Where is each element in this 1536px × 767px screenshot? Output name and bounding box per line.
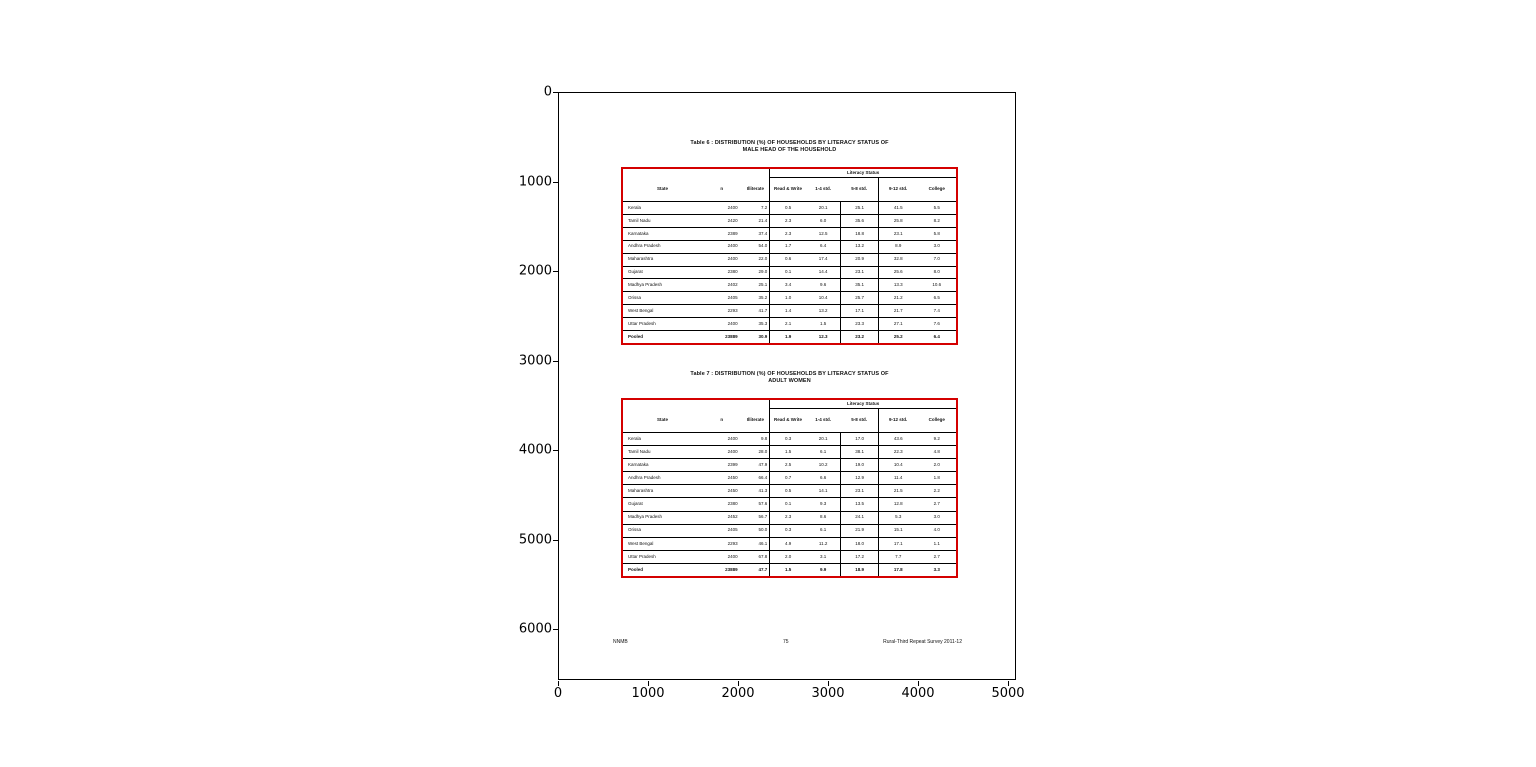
cell: 6.1 (819, 527, 827, 533)
cell: 18.8 (840, 228, 878, 240)
table-row (623, 564, 956, 576)
cell: 6.6 (819, 475, 827, 481)
cell: 7.7 (878, 551, 918, 563)
cell: Maharashtra (628, 488, 654, 494)
cell: Gujarat (628, 501, 643, 507)
cell: 22.0 (758, 256, 768, 262)
column-header: n (720, 186, 724, 192)
cell: Gujarat (628, 269, 643, 275)
column-header: Illiterate (746, 417, 765, 423)
cell: 9.8 (761, 435, 768, 441)
cell: 2.0 (769, 551, 806, 563)
cell: 23.1 (840, 267, 878, 279)
cell: 12.9 (840, 472, 878, 484)
cell: 5.3 (878, 512, 918, 524)
group-header-row (623, 400, 956, 409)
cell: 17.1 (840, 305, 878, 317)
cell: 28.0 (758, 448, 768, 454)
column-header: 5-8 std. (851, 417, 868, 423)
column-header: 1-4 std. (815, 417, 831, 423)
x-tick-mark (1008, 681, 1009, 686)
cell: 12.8 (878, 498, 918, 510)
table6-title (621, 140, 958, 154)
cell: 18.0 (840, 538, 878, 550)
table-row (623, 267, 956, 280)
cell: 2.0 (933, 461, 940, 467)
x-tick-mark (648, 681, 649, 686)
y-tick-label: 2000 (518, 263, 552, 279)
cell: 10.6 (932, 282, 942, 288)
cell: 0.6 (769, 254, 806, 266)
cell: Pooled (628, 566, 644, 572)
cell: 7.0 (933, 256, 940, 262)
cell: 9.3 (819, 501, 827, 507)
x-tick-mark (918, 681, 919, 686)
plot-area (558, 92, 1016, 680)
table-row (623, 318, 956, 331)
group-header-label: Literacy Status (769, 400, 956, 409)
table-row (623, 241, 956, 254)
x-tick-mark (828, 681, 829, 686)
cell: 25.6 (878, 267, 918, 279)
table7-title-line1: Table 7 : DISTRIBUTION (%) OF HOUSEHOLDS BY LITERACY STATUS OF (690, 371, 889, 377)
cell: 0.1 (769, 267, 806, 279)
cell: 54.0 (758, 243, 768, 249)
cell: 2293 (727, 540, 738, 546)
cell: 25.2 (878, 331, 918, 343)
cell: 2.1 (769, 318, 806, 330)
cell: 22.3 (878, 446, 918, 458)
y-tick-mark (553, 361, 558, 362)
cell: Pooled (628, 333, 644, 339)
cell: 13.2 (818, 307, 828, 313)
cell: Karnataka (628, 230, 649, 236)
cell: 1.5 (819, 320, 827, 326)
y-tick-mark (553, 450, 558, 451)
cell: 21.4 (758, 217, 768, 223)
table7-title-line2: ADULT WOMEN (768, 378, 811, 384)
cell: 10.2 (818, 461, 828, 467)
cell: 0.5 (769, 485, 806, 497)
cell: 19.0 (840, 459, 878, 471)
footer-org: NNMB (613, 639, 628, 645)
cell: 2405 (727, 527, 738, 533)
cell: 7.4 (933, 307, 940, 313)
cell: 8.9 (878, 241, 918, 253)
table-row (623, 525, 956, 538)
cell: 43.6 (878, 433, 918, 445)
cell: 1.5 (769, 446, 806, 458)
cell: 1.7 (769, 241, 806, 253)
cell: 37.4 (758, 230, 768, 236)
cell: 2405 (727, 295, 738, 301)
cell: Karnataka (628, 461, 649, 467)
cell: Tamil Nadu (628, 448, 651, 454)
cell: West Bengal (628, 540, 654, 546)
cell: Madhya Pradesh (628, 514, 663, 520)
table7 (621, 398, 958, 578)
cell: Uttar Pradesh (628, 553, 656, 559)
cell: 2399 (727, 461, 738, 467)
cell: 13.3 (878, 279, 918, 291)
cell: 2400 (727, 243, 738, 249)
cell: 17.8 (878, 564, 918, 576)
cell: 21.9 (840, 525, 878, 537)
cell: 3.4 (769, 279, 806, 291)
cell: 9.2 (933, 435, 940, 441)
cell: 1.9 (769, 331, 806, 343)
cell: 35.6 (840, 215, 878, 227)
cell: 25.8 (878, 215, 918, 227)
cell: 20.9 (840, 254, 878, 266)
column-header: College (928, 417, 945, 423)
table-row (623, 292, 956, 305)
y-tick-mark (553, 540, 558, 541)
group-header-row (623, 169, 956, 178)
y-tick-mark (553, 271, 558, 272)
cell: 2.3 (769, 512, 806, 524)
cell: 11.4 (878, 472, 918, 484)
cell: 38.1 (840, 446, 878, 458)
column-header-row (623, 178, 956, 202)
group-header-spacer (623, 400, 769, 409)
cell: 0.1 (769, 498, 806, 510)
table-row (623, 202, 956, 215)
cell: 2380 (727, 269, 738, 275)
x-tick-mark (738, 681, 739, 686)
y-tick-mark (553, 92, 558, 93)
cell: 1.0 (769, 292, 806, 304)
table-row (623, 472, 956, 485)
scanned-document (559, 93, 1015, 679)
cell: Maharashtra (628, 256, 654, 262)
column-header: Illiterate (746, 186, 765, 192)
footer-page-number: 75 (783, 639, 789, 645)
cell: 2400 (727, 448, 738, 454)
cell: 12.5 (818, 230, 828, 236)
cell: 9.9 (819, 566, 827, 572)
table-row (623, 215, 956, 228)
cell: 0.3 (769, 525, 806, 537)
cell: 2420 (727, 217, 738, 223)
cell: 35.3 (758, 320, 768, 326)
cell: 2400 (727, 435, 738, 441)
x-tick-label: 0 (553, 686, 563, 701)
cell: 35.1 (840, 279, 878, 291)
cell: 11.2 (818, 540, 828, 546)
table-row (623, 551, 956, 564)
cell: 14.1 (818, 488, 828, 494)
cell: Andhra Pradesh (628, 243, 661, 249)
table6 (621, 167, 958, 345)
y-tick-mark (553, 182, 558, 183)
cell: 20.1 (818, 435, 828, 441)
cell: West Bengal (628, 307, 654, 313)
cell: 24.1 (840, 512, 878, 524)
cell: 3.3 (933, 566, 940, 572)
cell: 46.1 (758, 540, 768, 546)
cell: 27.1 (878, 318, 918, 330)
cell: 6.4 (819, 243, 827, 249)
cell: 5.8 (933, 230, 940, 236)
cell: 21.5 (878, 485, 918, 497)
cell: 21.2 (878, 292, 918, 304)
cell: Orissa (628, 527, 642, 533)
table6-title-line1: Table 6 : DISTRIBUTION (%) OF HOUSEHOLDS BY LITERACY STATUS OF (690, 140, 889, 146)
cell: 23889 (725, 333, 738, 339)
x-tick-label: 1000 (631, 686, 665, 701)
cell: 23.1 (878, 228, 918, 240)
cell: 1.1 (933, 540, 940, 546)
cell: 2.7 (933, 553, 940, 559)
cell: 1.5 (769, 564, 806, 576)
cell: 12.3 (818, 333, 828, 339)
cell: 32.8 (878, 254, 918, 266)
cell: 3.0 (933, 514, 940, 520)
table-row (623, 459, 956, 472)
page-footer (559, 639, 1017, 649)
cell: 6.1 (819, 448, 827, 454)
column-header-row (623, 409, 956, 433)
cell: 21.7 (878, 305, 918, 317)
column-header: 9-12 std. (878, 409, 918, 432)
cell: 2400 (727, 256, 738, 262)
x-tick-label: 5000 (991, 686, 1025, 701)
cell: 2.2 (933, 488, 940, 494)
column-header: Read & Write (769, 178, 806, 201)
cell: 8.2 (933, 217, 940, 223)
cell: Kerala (628, 204, 642, 210)
cell: 4.0 (933, 527, 940, 533)
cell: 30.9 (758, 333, 768, 339)
cell: 2452 (727, 514, 738, 520)
cell: 13.5 (840, 498, 878, 510)
cell: 17.1 (878, 538, 918, 550)
cell: 2389 (727, 230, 738, 236)
cell: 2.3 (769, 228, 806, 240)
table-row (623, 498, 956, 511)
column-header: State (657, 417, 669, 423)
cell: 56.7 (758, 514, 768, 520)
footer-survey-name: Rural-Third Repeat Survey 2011-12 (883, 639, 962, 645)
cell: Tamil Nadu (628, 217, 651, 223)
cell: 0.3 (769, 433, 806, 445)
cell: 2293 (727, 307, 738, 313)
table-row (623, 279, 956, 292)
cell: 2.5 (769, 459, 806, 471)
cell: 6.0 (819, 217, 827, 223)
cell: 3.1 (819, 553, 827, 559)
cell: 13.2 (840, 241, 878, 253)
cell: 9.6 (819, 282, 827, 288)
cell: 35.2 (758, 295, 768, 301)
cell: 6.5 (933, 295, 940, 301)
y-tick-label: 5000 (518, 532, 552, 548)
cell: 50.0 (758, 527, 768, 533)
cell: 18.9 (840, 564, 878, 576)
group-header-spacer (623, 169, 769, 178)
cell: 2400 (727, 553, 738, 559)
cell: 25.1 (758, 282, 768, 288)
table-row (623, 538, 956, 551)
column-header: College (928, 186, 945, 192)
y-tick-mark (553, 629, 558, 630)
column-header: n (720, 417, 724, 423)
cell: 8.0 (933, 269, 940, 275)
x-tick-mark (558, 681, 559, 686)
group-header-label: Literacy Status (769, 169, 956, 178)
table-row (623, 254, 956, 267)
cell: 0.5 (769, 202, 806, 214)
column-header: 9-12 std. (878, 178, 918, 201)
table6-title-line2: MALE HEAD OF THE HOUSEHOLD (742, 147, 837, 153)
y-tick-label: 4000 (518, 442, 552, 458)
cell: 3.0 (933, 243, 940, 249)
cell: 2450 (727, 475, 738, 481)
y-tick-label: 1000 (518, 174, 552, 190)
cell: 10.4 (878, 459, 918, 471)
cell: 47.7 (758, 566, 768, 572)
cell: 67.8 (758, 553, 768, 559)
column-header: 1-4 std. (815, 186, 831, 192)
cell: Uttar Pradesh (628, 320, 656, 326)
cell: 23889 (725, 566, 738, 572)
cell: 25.1 (840, 202, 878, 214)
cell: 4.9 (769, 538, 806, 550)
cell: 17.0 (840, 433, 878, 445)
cell: 2.7 (933, 501, 940, 507)
cell: 17.4 (818, 256, 828, 262)
y-tick-label: 0 (543, 84, 552, 100)
cell: 2400 (727, 204, 738, 210)
cell: 6.4 (933, 333, 940, 339)
cell: 41.7 (758, 307, 768, 313)
table-row (623, 228, 956, 241)
x-tick-label: 4000 (901, 686, 935, 701)
cell: 1.8 (933, 475, 940, 481)
table-row (623, 485, 956, 498)
cell: 15.1 (878, 525, 918, 537)
cell: Orissa (628, 295, 642, 301)
y-tick-label: 6000 (518, 621, 552, 637)
cell: Kerala (628, 435, 642, 441)
column-header: 5-8 std. (851, 186, 868, 192)
table7-title (621, 371, 958, 385)
cell: 14.4 (818, 269, 828, 275)
cell: 7.6 (933, 320, 940, 326)
cell: 41.3 (758, 488, 768, 494)
column-header: State (657, 186, 669, 192)
cell: 25.7 (840, 292, 878, 304)
table-row (623, 305, 956, 318)
cell: Madhya Pradesh (628, 282, 663, 288)
cell: 23.1 (840, 485, 878, 497)
cell: 41.5 (878, 202, 918, 214)
table-row (623, 512, 956, 525)
cell: 8.6 (819, 514, 827, 520)
cell: 7.2 (761, 204, 768, 210)
cell: 2.3 (769, 215, 806, 227)
table-row (623, 433, 956, 446)
cell: 20.1 (818, 204, 828, 210)
cell: 2380 (727, 501, 738, 507)
table-row (623, 331, 956, 343)
cell: 10.4 (818, 295, 828, 301)
cell: 17.2 (840, 551, 878, 563)
cell: 4.8 (933, 448, 940, 454)
cell: 0.7 (769, 472, 806, 484)
cell: 5.5 (933, 204, 940, 210)
table-row (623, 446, 956, 459)
cell: 23.3 (840, 318, 878, 330)
cell: 29.0 (758, 269, 768, 275)
x-tick-label: 2000 (721, 686, 755, 701)
cell: 57.6 (758, 501, 768, 507)
x-tick-label: 3000 (811, 686, 845, 701)
cell: 2400 (727, 320, 738, 326)
column-header: Read & Write (769, 409, 806, 432)
y-tick-label: 3000 (518, 353, 552, 369)
cell: 47.9 (758, 461, 768, 467)
cell: 2402 (727, 282, 738, 288)
cell: Andhra Pradesh (628, 475, 661, 481)
cell: 23.2 (840, 331, 878, 343)
cell: 1.4 (769, 305, 806, 317)
cell: 2450 (727, 488, 738, 494)
cell: 66.4 (758, 475, 768, 481)
